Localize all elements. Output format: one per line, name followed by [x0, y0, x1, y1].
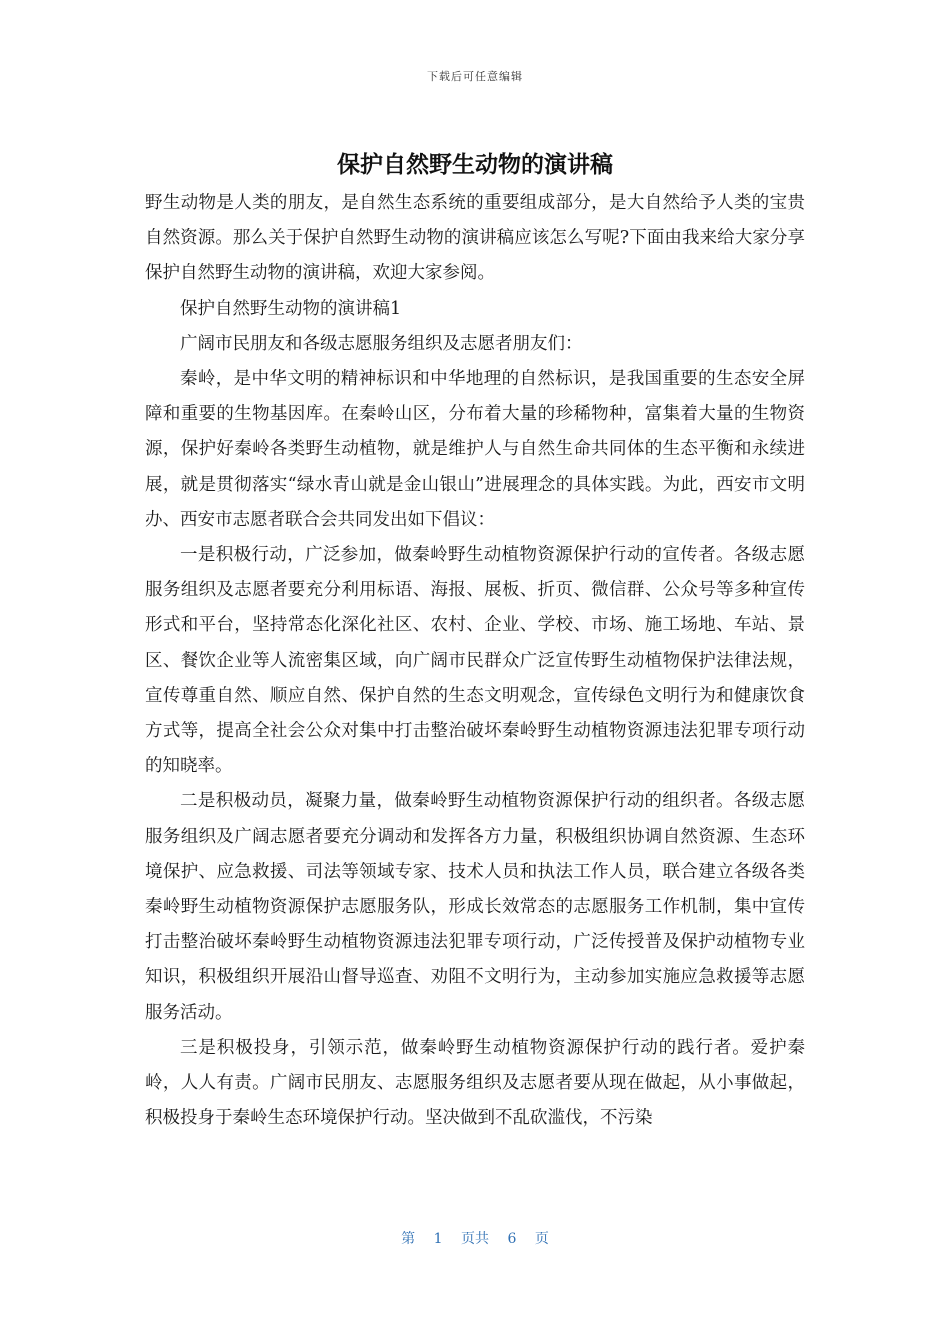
section-heading: 保护自然野生动物的演讲稿1	[180, 298, 402, 319]
document-title: 保护自然野生动物的演讲稿	[337, 152, 613, 178]
footer-suffix: 页	[534, 1231, 549, 1247]
intro-paragraph: 野生动物是人类的朋友，是自然生态系统的重要组成部分，是大自然给予人类的宝贵自然资源。那么关于保护自然野生动物的演讲稿应该怎么写呢?下面由我来给大家分享保护自然野生动物的演讲稿，欢迎大家参阅。	[145, 193, 805, 284]
body-paragraph: 一是积极行动，广泛参加，做秦岭野生动植物资源保护行动的宣传者。各级志愿服务组织及志愿者要充分利用标语、海报、展板、折页、微信群、公众号等多种宣传形式和平台，坚持常态化深化社区、农村、企业、学校、市场、施工场地、车站、景区、餐饮企业等人流密集区域，向广阔市民群众广泛宣传野生动植物保护法律法规，宣传尊重自然、顺应自然、保护自然的生态文明观念，宣传绿色文明行为和健康饮食方式等，提高全社会公众对集中打击整治破坏秦岭野生动植物资源违法犯罪专项行动的知晓率。	[145, 545, 805, 777]
document-body	[145, 186, 805, 1136]
footer-prefix: 第	[401, 1231, 416, 1247]
footer-middle: 页共	[461, 1231, 489, 1247]
header-note: 下载后可任意编辑	[427, 70, 523, 83]
body-paragraph: 秦岭，是中华文明的精神标识和中华地理的自然标识，是我国重要的生态安全屏障和重要的生物基因库。在秦岭山区，分布着大量的珍稀物种，富集着大量的生物资源，保护好秦岭各类野生动植物，就是维护人与自然生命共同体的生态平衡和永续进展，就是贯彻落实“绿水青山就是金山银山”进展理念的具体实践。为此，西安市文明办、西安市志愿者联合会共同发出如下倡议：	[145, 369, 805, 530]
current-page-number: 1	[433, 1231, 443, 1247]
body-paragraph: 二是积极动员，凝聚力量，做秦岭野生动植物资源保护行动的组织者。各级志愿服务组织及广阔志愿者要充分调动和发挥各方力量，积极组织协调自然资源、生态环境保护、应急救援、司法等领域专家、技术人员和执法工作人员，联合建立各级各类秦岭野生动植物资源保护志愿服务队，形成长效常态的志愿服务工作机制，集中宣传打击整治破坏秦岭野生动植物资源违法犯罪专项行动，广泛传授普及保护动植物专业知识，积极组织开展沿山督导巡查、劝阻不文明行为，主动参加实施应急救援等志愿服务活动。	[145, 791, 805, 1023]
page-footer	[0, 1228, 950, 1248]
salutation-paragraph: 广阔市民朋友和各级志愿服务组织及志愿者朋友们：	[180, 333, 583, 354]
total-pages-number: 6	[507, 1231, 517, 1247]
body-paragraph: 三是积极投身，引领示范，做秦岭野生动植物资源保护行动的践行者。爱护秦岭，人人有责。广阔市民朋友、志愿服务组织及志愿者要从现在做起，从小事做起，积极投身于秦岭生态环境保护行动。坚决做到不乱砍滥伐，不污染	[145, 1037, 805, 1129]
